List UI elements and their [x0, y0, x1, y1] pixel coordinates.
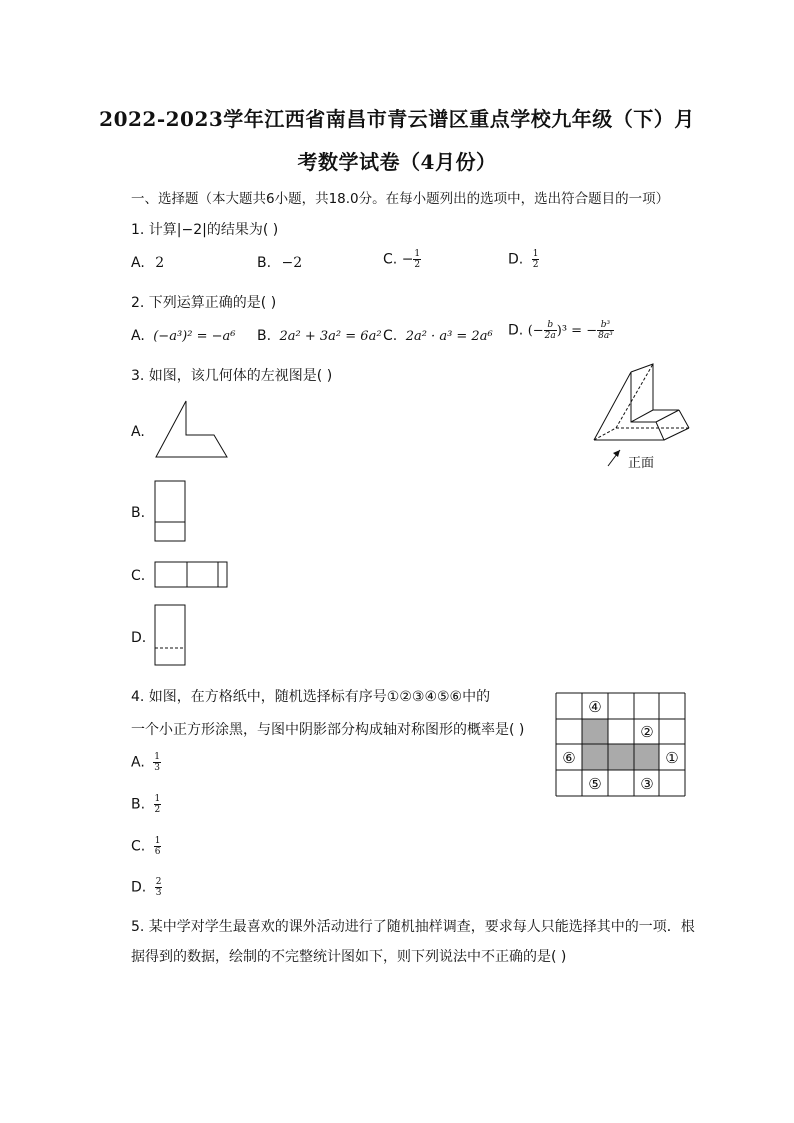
- outer-rect: [155, 481, 185, 541]
- numerator: 1: [154, 794, 161, 804]
- section-heading: 一、选择题（本大题共6小题，共18.0分。在每小题列出的选项中，选出符合题目的一项）: [131, 191, 670, 207]
- exam-title-line-1: 2022-2023学年江西省南昌市青云谱区重点学校九年级（下）月: [99, 107, 695, 131]
- q2-option-c-text: 2a² · a³ = 2a⁶: [405, 329, 493, 344]
- edge: [679, 410, 689, 428]
- q2-option-c-label: C.: [383, 328, 398, 344]
- q4-option-a: [131, 752, 161, 773]
- q4-option-b-fraction: [154, 794, 162, 815]
- q2-option-a: [131, 328, 235, 344]
- q4-option-b-label: B.: [131, 796, 146, 813]
- q3-option-c-figure: [154, 561, 230, 589]
- q3-stem: 3. 如图，该几何体的左视图是( ): [131, 368, 333, 384]
- q4-stem-line-1: 4. 如图，在方格纸中，随机选择标有序号①②③④⑤⑥中的: [131, 689, 491, 705]
- q2-option-c: [383, 328, 493, 344]
- q4-option-a-label: A.: [131, 754, 145, 771]
- denominator: 2: [154, 805, 161, 815]
- q1-option-a-text: 2: [155, 255, 165, 271]
- numerator: 1: [414, 249, 421, 259]
- numerator: 1: [532, 249, 539, 259]
- q1-option-b-text: −2: [281, 255, 303, 271]
- q1-option-b: [257, 255, 302, 271]
- q2-option-d-fraction-2: [597, 320, 614, 341]
- q1-option-d-label: D.: [508, 251, 524, 268]
- q1-option-c-sign: −: [401, 251, 414, 268]
- q4-option-d-label: D.: [131, 879, 147, 896]
- q1-option-a: [131, 255, 164, 271]
- q2-option-a-text: (−a³)² = −a⁶: [153, 329, 236, 344]
- grid-label-2: ②: [640, 723, 654, 741]
- hidden-edge: [616, 364, 653, 428]
- q2-stem: 2. 下列运算正确的是( ): [131, 295, 277, 311]
- shaded-cell: [582, 744, 608, 770]
- edge: [664, 428, 689, 440]
- grid-label-5: ⑤: [588, 775, 602, 793]
- arrow-head: [613, 450, 620, 457]
- q3-option-a-figure: [152, 398, 232, 460]
- q4-option-a-fraction: [153, 752, 161, 773]
- q4-option-d: [131, 877, 162, 898]
- numerator: b: [544, 320, 557, 331]
- numerator: 1: [154, 752, 160, 762]
- denominator: 8a³: [598, 331, 613, 341]
- q3-option-d-figure: [154, 604, 188, 668]
- shaded-cell: [582, 719, 608, 744]
- edge: [631, 410, 653, 422]
- q4-option-b: [131, 794, 161, 815]
- q2-option-d-label: D.: [508, 322, 524, 339]
- l-shape-outline: [156, 401, 227, 457]
- denominator: 3: [154, 763, 160, 773]
- denominator: 6: [154, 847, 161, 857]
- shaded-cell: [608, 744, 634, 770]
- outer-rect: [155, 562, 227, 587]
- denominator: 2: [532, 260, 539, 270]
- q5-stem-line-2: 据得到的数据，绘制的不完整统计图如下，则下列说法中不正确的是( ): [131, 949, 567, 965]
- q3-option-a-label: A.: [131, 424, 145, 440]
- q4-option-c-label: C.: [131, 838, 146, 855]
- q1-stem: 1. 计算|−2|的结果为( ): [131, 222, 279, 238]
- q1-option-a-label: A.: [131, 255, 145, 271]
- grid-label-3: ③: [640, 775, 654, 793]
- grid-label-6: ⑥: [562, 749, 576, 767]
- q2-option-d-open: (−: [527, 323, 544, 339]
- q1-option-d: [508, 249, 539, 270]
- q3-option-b-label: B.: [131, 505, 146, 521]
- denominator: 2a: [544, 331, 556, 341]
- exam-title-line-2: 考数学试卷（4月份）: [297, 150, 497, 174]
- q2-option-b-label: B.: [257, 328, 272, 344]
- numerator: 2: [155, 877, 162, 887]
- q2-option-b-text: 2a² + 3a² = 6a²: [279, 329, 382, 344]
- q4-stem-line-2: 一个小正方形涂黑，与图中阴影部分构成轴对称图形的概率是( ): [131, 722, 525, 738]
- q3-option-c-label: C.: [131, 568, 146, 584]
- q2-option-d-middle: )³ = −: [556, 323, 598, 339]
- q2-option-d-fraction-1: [544, 320, 557, 341]
- edge: [656, 410, 679, 422]
- grid-label-1: ①: [665, 749, 679, 767]
- q2-option-a-label: A.: [131, 328, 145, 344]
- q1-option-c: [383, 249, 421, 270]
- q3-option-d-label: D.: [131, 630, 147, 646]
- denominator: 2: [414, 260, 421, 270]
- q3-front-label: 正面: [628, 456, 655, 471]
- q1-option-c-label: C.: [383, 251, 398, 268]
- q4-option-c-fraction: [154, 836, 162, 857]
- q4-grid-figure: [555, 692, 687, 798]
- denominator: 3: [155, 888, 162, 898]
- grid-label-4: ④: [588, 698, 602, 716]
- numerator: 1: [154, 836, 161, 846]
- q2-option-d: [508, 320, 614, 341]
- outer-rect: [155, 605, 185, 665]
- q1-option-c-fraction: [413, 249, 421, 270]
- numerator: b³: [597, 320, 614, 331]
- q2-option-b: [257, 328, 382, 344]
- q4-option-c: [131, 836, 161, 857]
- q3-option-b-figure: [154, 480, 188, 544]
- q1-option-b-label: B.: [257, 255, 272, 271]
- q4-option-d-fraction: [155, 877, 163, 898]
- q5-stem-line-1: 5. 某中学对学生最喜欢的课外活动进行了随机抽样调查，要求每人只能选择其中的一项．根: [131, 919, 695, 935]
- shaded-cell: [634, 744, 659, 770]
- top-edges: [631, 364, 679, 410]
- q1-option-d-fraction: [532, 249, 540, 270]
